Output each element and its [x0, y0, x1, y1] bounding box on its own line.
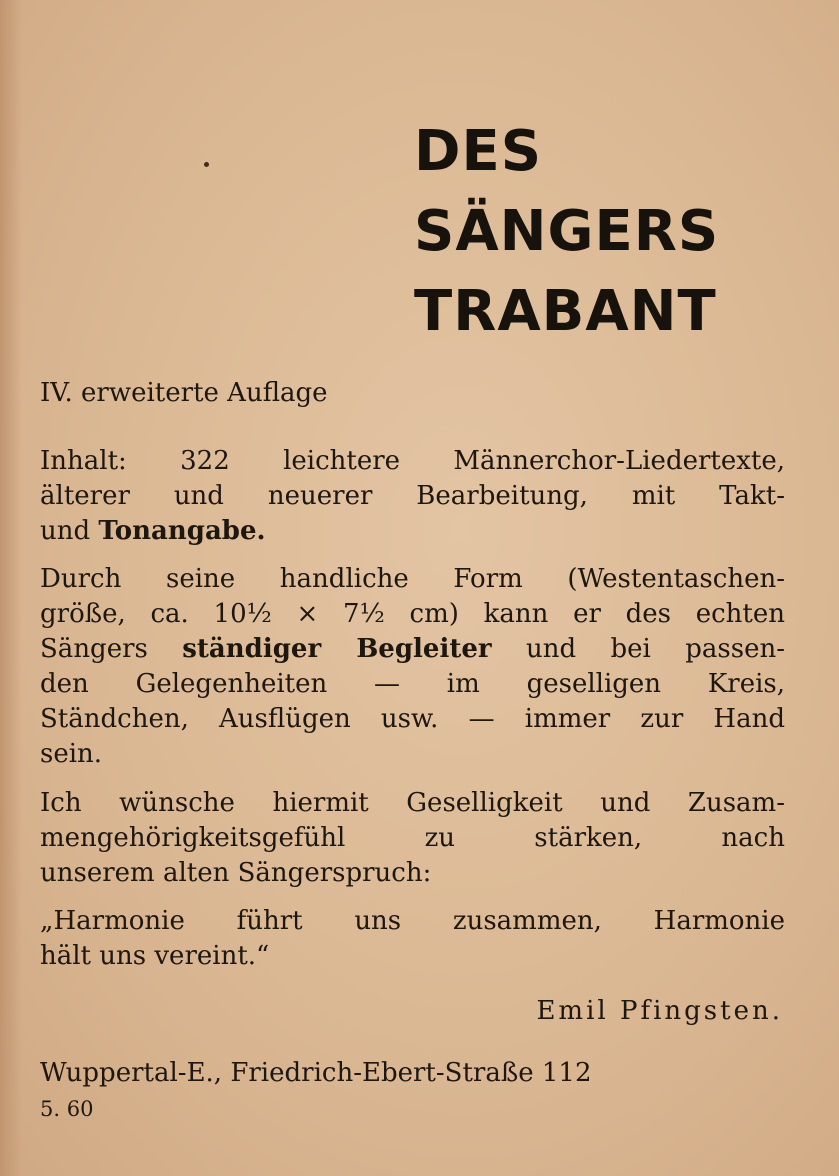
- purpose-line-3: unserem alten Sängerspruch:: [40, 858, 432, 888]
- format-line-4: den Gelegenheiten — im geselligen Kreis,: [40, 669, 785, 699]
- format-line-2: größe, ca. 10½ × 7½ cm) kann er des echten: [40, 599, 785, 629]
- format-emphasis: ständiger Begleiter: [182, 634, 492, 664]
- motto-quote: [40, 904, 785, 974]
- ink-speck: [204, 162, 209, 167]
- title-line-2: SÄNGERS: [414, 199, 720, 264]
- format-line-6: sein.: [40, 739, 103, 769]
- format-line-1: Durch seine handliche Form (Westentaschen-: [40, 564, 785, 594]
- contents-line-2: älterer und neuerer Bearbeitung, mit Takt-: [40, 481, 785, 511]
- purpose-line-2: mengehörigkeitsgefühl zu stärken, nach: [40, 823, 785, 853]
- author-signature: Emil Pfingsten.: [536, 996, 783, 1026]
- page-edge-shadow: [0, 0, 22, 1176]
- format-line-3-start: Sängers: [40, 634, 183, 664]
- book-title: [414, 112, 719, 352]
- format-line-3-end: und bei passen-: [491, 634, 786, 664]
- edition-note: IV. erweiterte Auflage: [40, 378, 328, 408]
- format-line-5: Ständchen, Ausflügen usw. — immer zur Hand: [40, 704, 785, 734]
- title-line-3: TRABANT: [414, 279, 717, 344]
- contents-line-3-start: und: [40, 516, 99, 546]
- title-line-1: DES: [414, 119, 543, 184]
- publisher-address: Wuppertal-E., Friedrich-Ebert-Straße 112: [40, 1058, 592, 1088]
- contents-paragraph: [40, 444, 785, 549]
- print-code: 5. 60: [40, 1097, 94, 1121]
- purpose-paragraph: [40, 786, 785, 891]
- quote-line-1: „Harmonie führt uns zusammen, Harmonie: [40, 906, 785, 936]
- contents-line-3: [40, 514, 785, 549]
- quote-line-2: hält uns vereint.“: [40, 941, 270, 971]
- purpose-line-1: Ich wünsche hiermit Geselligkeit und Zusam-: [40, 788, 785, 818]
- contents-emphasis: Tonangabe.: [98, 516, 266, 546]
- contents-line-1: Inhalt: 322 leichtere Männerchor-Liedertexte,: [40, 446, 785, 476]
- format-line-3: [40, 632, 785, 667]
- format-paragraph: [40, 562, 785, 772]
